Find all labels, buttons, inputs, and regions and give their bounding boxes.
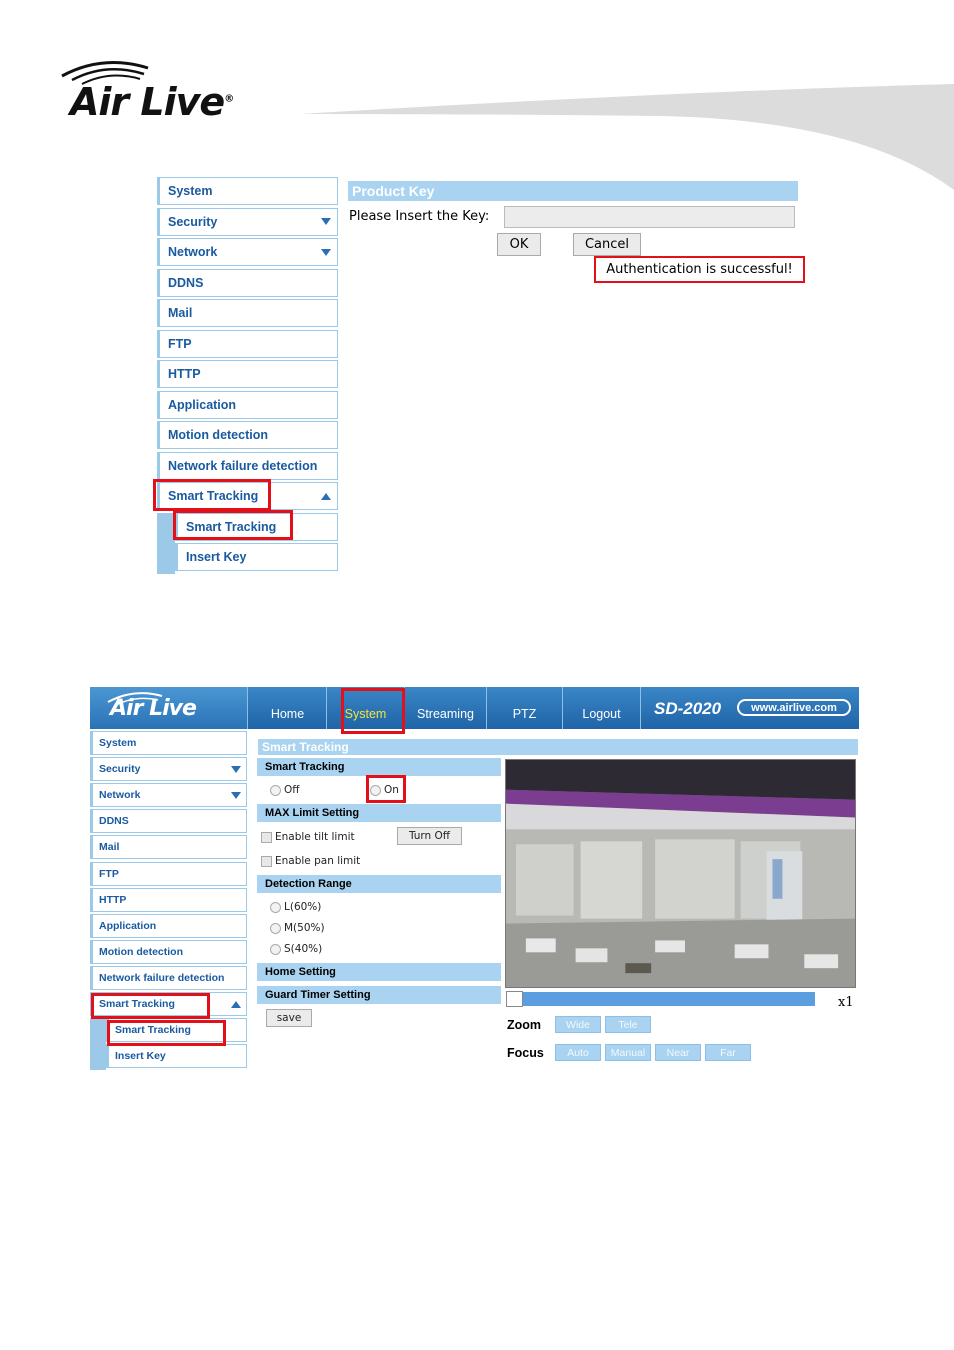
section-max-limit: MAX Limit Setting	[257, 804, 501, 822]
zoom-slider-track[interactable]	[506, 992, 815, 1006]
nav-tab-logout[interactable]: Logout	[563, 687, 641, 729]
section-smart-tracking: Smart Tracking	[257, 758, 501, 776]
sidebar-item-label: DDNS	[99, 815, 129, 828]
sidebar-item-ftp[interactable]	[157, 330, 338, 358]
focus-far-button[interactable]: Far	[705, 1044, 751, 1061]
focus-auto-button[interactable]: Auto	[555, 1044, 601, 1061]
key-label: Please Insert the Key:	[349, 209, 490, 224]
sidebar-item-label: HTTP	[168, 367, 201, 381]
chevron-down-icon[interactable]	[321, 218, 331, 225]
s2-window	[90, 687, 859, 1076]
s2-sidebar	[90, 731, 250, 1076]
sidebar-item-label: Mail	[168, 306, 193, 320]
sidebar-item-http[interactable]	[90, 888, 247, 912]
sidebar-item-label: Motion detection	[99, 945, 183, 958]
model-name: SD-2020	[654, 699, 722, 718]
chevron-down-icon[interactable]	[231, 766, 241, 773]
submenu-indent-bar	[157, 513, 175, 574]
nav-tab-home[interactable]: Home	[249, 687, 327, 729]
on-radio[interactable]	[370, 785, 381, 796]
s1-sidebar	[157, 177, 341, 567]
site-badge: www.airlive.com	[737, 699, 851, 716]
zoom-label: Zoom	[507, 1018, 542, 1032]
sidebar-item-label: Network	[168, 245, 218, 259]
sidebar-item-system[interactable]	[157, 177, 338, 205]
focus-label: Focus	[507, 1046, 544, 1060]
sidebar-item-label: Network failure detection	[168, 458, 318, 473]
chevron-down-icon[interactable]	[321, 249, 331, 256]
sidebar-item-label: Security	[99, 763, 141, 776]
sidebar-item-http[interactable]	[157, 360, 338, 388]
camera-video-view[interactable]	[505, 759, 856, 988]
sidebar-item-label: HTTP	[99, 893, 127, 906]
sidebar-item-smart-tracking[interactable]	[157, 482, 338, 510]
zoom-slider-handle[interactable]	[506, 991, 523, 1007]
submenu-item-label: Smart Tracking	[186, 519, 277, 534]
sidebar-item-label: Mail	[99, 841, 120, 854]
sidebar-item-label: FTP	[168, 336, 192, 351]
sidebar-item-motion-detection[interactable]	[90, 940, 247, 964]
sidebar-item-smart-tracking[interactable]	[90, 992, 247, 1016]
sidebar-item-ftp[interactable]	[90, 862, 247, 886]
auth-message: Authentication is successful!	[594, 256, 805, 283]
tracking-on-option[interactable]: On	[370, 784, 399, 796]
nav-tab-ptz[interactable]: PTZ	[487, 687, 563, 729]
ok-button[interactable]: OK	[497, 233, 541, 256]
sidebar-item-label: Security	[168, 214, 218, 229]
sidebar-item-label: Application	[99, 919, 157, 932]
submenu-item-label: Insert Key	[115, 1050, 166, 1063]
sidebar-item-ddns[interactable]	[157, 269, 338, 297]
s2-logo-text: Air Live	[110, 696, 196, 721]
sidebar-item-mail[interactable]	[90, 835, 247, 859]
focus-manual-button[interactable]: Manual	[605, 1044, 651, 1061]
chevron-up-icon[interactable]	[231, 1001, 241, 1008]
pan-checkbox[interactable]	[261, 856, 272, 867]
range-option[interactable]: L(60%)	[270, 901, 321, 913]
sidebar-item-system[interactable]	[90, 731, 247, 755]
section-detection-range: Detection Range	[257, 875, 501, 893]
submenu-item-label: Smart Tracking	[115, 1024, 191, 1037]
airlive-logo	[56, 58, 286, 126]
sidebar-item-ddns[interactable]	[90, 809, 247, 833]
chevron-down-icon[interactable]	[231, 792, 241, 799]
sidebar-item-security[interactable]	[157, 208, 338, 236]
sidebar-item-network[interactable]	[90, 783, 247, 807]
section-home-setting[interactable]: Home Setting	[257, 963, 501, 981]
cancel-button[interactable]: Cancel	[573, 233, 641, 256]
smart-tracking-title: Smart Tracking	[258, 739, 858, 755]
sidebar-item-label: DDNS	[168, 275, 204, 290]
submenu-item-label: Insert Key	[186, 550, 247, 564]
zoom-wide-button[interactable]: Wide	[555, 1016, 601, 1033]
sidebar-item-label: Network	[99, 789, 141, 802]
tracking-off-option[interactable]: Off	[270, 784, 300, 796]
sidebar-item-application[interactable]	[90, 914, 247, 938]
sidebar-item-label: System	[168, 184, 213, 198]
sidebar-item-label: Smart Tracking	[168, 489, 259, 503]
submenu-item-insert-key[interactable]	[106, 1044, 247, 1068]
sidebar-item-application[interactable]	[157, 391, 338, 419]
submenu-item-insert-key[interactable]	[175, 543, 338, 571]
sidebar-item-mail[interactable]	[157, 299, 338, 327]
sidebar-item-security[interactable]	[90, 757, 247, 781]
pan-limit-option[interactable]: Enable pan limit	[261, 855, 360, 867]
sidebar-item-motion-detection[interactable]	[157, 421, 338, 449]
sidebar-item-label: Application	[168, 397, 237, 412]
tilt-limit-option[interactable]: Enable tilt limit	[261, 831, 355, 843]
sidebar-item-label: Motion detection	[168, 428, 268, 442]
off-radio[interactable]	[270, 785, 281, 796]
chevron-up-icon[interactable]	[321, 493, 331, 500]
zoom-value: x1	[838, 995, 854, 1010]
nav-tab-streaming[interactable]: Streaming	[405, 687, 487, 729]
range-option[interactable]: M(50%)	[270, 922, 325, 934]
zoom-tele-button[interactable]: Tele	[605, 1016, 651, 1033]
sidebar-item-network-failure-detection[interactable]	[90, 966, 247, 990]
s2-logo	[90, 687, 248, 729]
product-key-title: Product Key	[348, 181, 798, 201]
sidebar-item-label: FTP	[99, 867, 119, 880]
sidebar-item-label: System	[99, 737, 137, 749]
key-input[interactable]	[504, 206, 795, 228]
turn-off-button[interactable]: Turn Off	[397, 827, 462, 845]
save-button[interactable]: save	[266, 1009, 312, 1027]
sidebar-item-network[interactable]	[157, 238, 338, 266]
logo-text: Air Live®	[70, 80, 234, 124]
section-guard-timer[interactable]: Guard Timer Setting	[257, 986, 501, 1004]
range-radio[interactable]	[270, 923, 281, 934]
submenu-item-smart-tracking[interactable]	[106, 1018, 247, 1042]
submenu-item-smart-tracking[interactable]	[175, 513, 338, 541]
tilt-checkbox[interactable]	[261, 832, 272, 843]
sidebar-item-label: Smart Tracking	[99, 998, 175, 1010]
nav-tab-system[interactable]: System	[327, 687, 405, 729]
sidebar-item-network-failure-detection[interactable]	[157, 452, 338, 480]
range-option[interactable]: S(40%)	[270, 943, 322, 955]
focus-near-button[interactable]: Near	[655, 1044, 701, 1061]
submenu-indent-bar	[90, 1018, 106, 1070]
sidebar-item-label: Network failure detection	[99, 971, 225, 984]
range-radio[interactable]	[270, 944, 281, 955]
range-radio[interactable]	[270, 902, 281, 913]
